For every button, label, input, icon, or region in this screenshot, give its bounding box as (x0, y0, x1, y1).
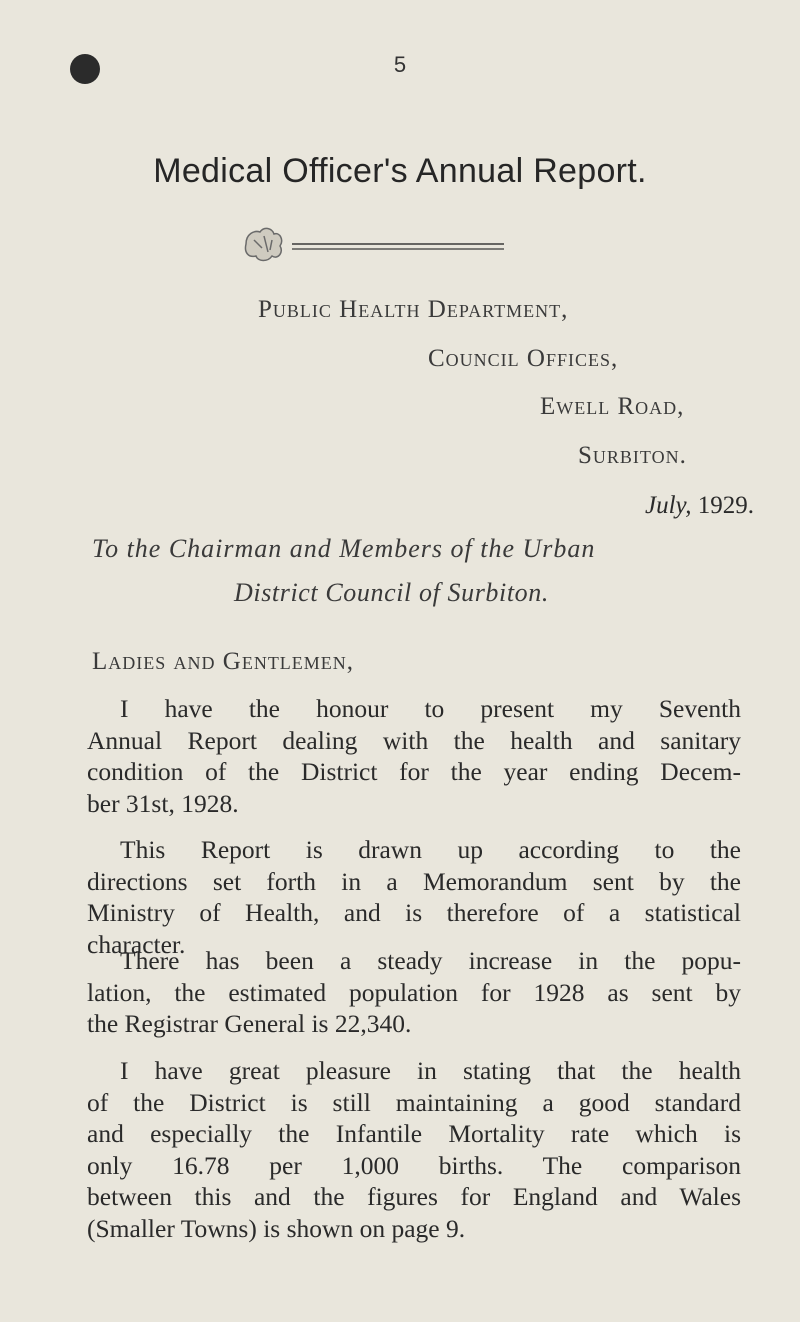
page-number: 5 (393, 52, 407, 77)
greeting: Ladies and Gentlemen, (92, 648, 355, 675)
salutation-line-2: District Council of Surbiton. (234, 578, 549, 607)
paragraph-1 (87, 693, 741, 819)
address-line-town: Surbiton. (578, 442, 687, 469)
text-line: (Smaller Towns) is shown on page 9. (87, 1213, 466, 1243)
text-line: condition of the District for the year ending Decem- (87, 757, 741, 786)
text-line: I have great pleasure in stating that the health (120, 1056, 741, 1085)
text-line: lation, the estimated population for 1928 as sent by (87, 977, 741, 1007)
date-year: 1929. (697, 492, 754, 519)
text-line: There has been a steady increase in the popu- (120, 946, 741, 975)
address-line-road: Ewell Road, (540, 393, 685, 420)
paragraph-3 (87, 945, 741, 1040)
text-line: Ministry of Health, and is therefore of a statistical (87, 898, 741, 927)
paragraph-2 (87, 834, 741, 960)
text-line: the Registrar General is 22,340. (87, 1009, 412, 1038)
text-line: of the District is still maintaining a good standard (87, 1087, 741, 1117)
text-line: I have the honour to present my Seventh (120, 694, 741, 723)
text-line: between this and the figures for England and Wales (87, 1182, 741, 1211)
text-line: only 16.78 per 1,000 births. The comparison (87, 1150, 741, 1180)
text-line: directions set forth in a Memorandum sent by the (87, 866, 741, 896)
text-line: Annual Report dealing with the health and sanitary (87, 725, 741, 755)
letter-date (645, 492, 754, 520)
text-line: ber 31st, 1928. (87, 788, 239, 818)
date-month: July, (644, 492, 692, 519)
paragraph-4 (87, 1055, 741, 1244)
crest-emblem-icon (245, 228, 281, 260)
page-title: Medical Officer's Annual Report. (153, 152, 647, 190)
text-line: and especially the Infantile Mortality rate which is (87, 1119, 741, 1148)
address-line-offices: Council Offices, (428, 345, 619, 372)
text-line: This Report is drawn up according to the (120, 835, 741, 864)
ornament-divider (240, 222, 510, 268)
address-line-department: Public Health Department, (258, 296, 569, 323)
salutation-line-1: To the Chairman and Members of the Urban (92, 534, 596, 563)
text-line: character. (87, 929, 186, 959)
